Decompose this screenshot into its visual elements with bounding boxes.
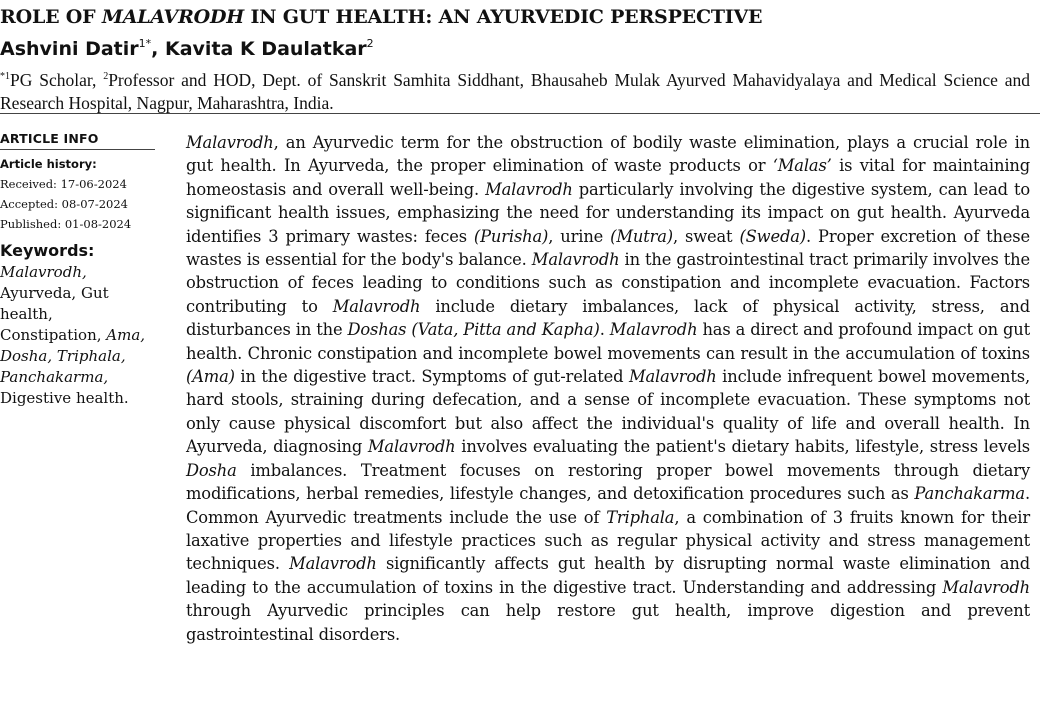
abstract-text: include dietary imbalances, lack of physical activity, stress, and disturbances in the xyxy=(186,296,1030,340)
author-1-superscript: 1* xyxy=(138,37,152,50)
keywords-heading: Keywords: xyxy=(0,241,95,260)
author-1-name: Ashvini Datir xyxy=(0,38,139,60)
keyword-digestive-health: Digestive health. xyxy=(0,389,129,407)
keywords-list xyxy=(0,262,160,409)
abstract-italic: ‘Malas’ xyxy=(772,156,832,176)
article-history-heading: Article history: xyxy=(0,157,97,171)
abstract-text: through Ayurvedic principles can help restore gut health, improve digestion and prevent gastrointestinal disorders. xyxy=(186,601,1030,644)
abstract-italic: Malavrodh xyxy=(942,577,1030,597)
affiliation-text-2: Professor and HOD, Dept. of Sanskrit Samhita Siddhant, Bhausaheb Mulak Ayurved Mahavidyalaya and Medical Science and Research Hospital, Nagpur, Maharashtra, India. xyxy=(0,70,1030,113)
abstract-italic: (Purisha) xyxy=(473,226,549,246)
keyword-constipation: Constipation, xyxy=(0,326,107,344)
article-info-divider xyxy=(0,149,155,150)
abstract-italic: Malavrodh xyxy=(628,367,717,387)
abstract-text: imbalances. Treatment focuses on restoring proper bowel movements through dietary modifications, herbal remedies, lifestyle changes, and detoxification procedures such as xyxy=(186,460,1030,504)
abstract-text: , an Ayurvedic term for the obstruction of bodily waste elimination, plays a crucial role in gut health. In Ayurveda, the proper elimination of waste products or xyxy=(186,133,1030,176)
received-date: Received: 17-06-2024 xyxy=(0,177,127,191)
abstract-text: significantly affects gut health by disrupting normal waste elimination and leading to the accumulation of toxins in the digestive tract. Understanding and addressing xyxy=(186,554,1030,597)
author-2-name: Kavita K Daulatkar xyxy=(165,38,367,60)
title-prefix: ROLE OF xyxy=(0,6,102,28)
article-info-sidebar xyxy=(0,131,165,409)
abstract-text: particularly involving the digestive system, can lead to significant health issues, emphasizing the need for understanding its impact on gut health. Ayurveda identifies 3 primary wastes: feces xyxy=(186,179,1030,246)
affiliation-sup-1: *1 xyxy=(0,71,10,82)
abstract-italic: Malavrodh xyxy=(367,437,456,457)
abstract-text: . xyxy=(599,320,610,340)
keyword-malavrodh: Malavrodh, xyxy=(0,263,87,281)
abstract-text: has a direct and profound impact on gut health. Chronic constipation and incomplete bowel movements can result in the accumulation of toxins xyxy=(186,320,1030,363)
keyword-ayurveda-gut-health: Ayurveda, Gut health, xyxy=(0,284,109,323)
abstract-text: . Common Ayurvedic treatments include the use of xyxy=(186,484,1030,527)
abstract-italic: Malavrodh xyxy=(186,133,274,152)
article-info-heading: ARTICLE INFO xyxy=(0,131,99,146)
affiliation-text-1: PG Scholar, xyxy=(10,70,104,90)
abstract-text: include infrequent bowel movements, hard stools, straining during defecation, and a sense of incomplete evacuation. These symptoms not only cause physical discomfort but also affect the individual's quality of life and overall health. In Ayurveda, diagnosing xyxy=(186,367,1030,457)
abstract-italic: (Mutra) xyxy=(610,226,673,246)
abstract-italic: Malavrodh xyxy=(289,554,377,574)
title-suffix: IN GUT HEALTH: AN AYURVEDIC PERSPECTIVE xyxy=(244,6,763,28)
abstract-italic: Malavrodh xyxy=(531,250,620,270)
abstract-italic: Malavrodh xyxy=(485,179,573,199)
keyword-italic-terms: Ama, Dosha, Triphala, Panchakarma, xyxy=(0,326,146,386)
abstract-italic: (Ama) xyxy=(186,367,235,387)
abstract-italic: Triphala xyxy=(606,507,675,527)
abstract-text: in the digestive tract. Symptoms of gut-related xyxy=(234,367,629,387)
abstract-text: involves evaluating the patient's dietary habits, lifestyle, stress levels xyxy=(455,437,1030,457)
affiliation xyxy=(0,65,1030,115)
abstract-italic: Panchakarma xyxy=(914,484,1025,504)
abstract-text: , a combination of 3 fruits known for their laxative properties and lifestyle practices such as regular physical activity and stress management techniques. xyxy=(186,507,1030,574)
author-separator: , xyxy=(151,38,165,60)
title-term: MALAVRODH xyxy=(101,6,245,28)
abstract-text: , sweat xyxy=(673,226,740,246)
accepted-date: Accepted: 08-07-2024 xyxy=(0,197,128,211)
paper-title xyxy=(0,6,1040,28)
abstract-italic: Malavrodh xyxy=(332,296,421,316)
abstract-text: is vital for maintaining homeostasis and overall well-being. xyxy=(186,156,1030,199)
abstract-text: . Proper excretion of these wastes is essential for the body's balance. xyxy=(186,226,1030,270)
abstract-italic: Doshas (Vata, Pitta and Kapha) xyxy=(347,320,600,340)
published-date: Published: 01-08-2024 xyxy=(0,217,132,231)
abstract-italic: (Sweda) xyxy=(739,226,806,246)
author-line xyxy=(0,37,374,60)
abstract-text: in the gastrointestinal tract primarily involves the obstruction of feces leading to conditions such as constipation and incomplete evacuation. Factors contributing to xyxy=(186,250,1030,316)
abstract-text: , urine xyxy=(548,226,611,246)
author-2-superscript: 2 xyxy=(366,37,374,50)
affiliation-sup-2: 2 xyxy=(103,71,109,82)
header-divider xyxy=(0,113,1040,114)
abstract-italic: Dosha xyxy=(186,460,237,480)
abstract-italic: Malavrodh xyxy=(609,320,698,340)
abstract-paragraph xyxy=(186,131,1030,646)
